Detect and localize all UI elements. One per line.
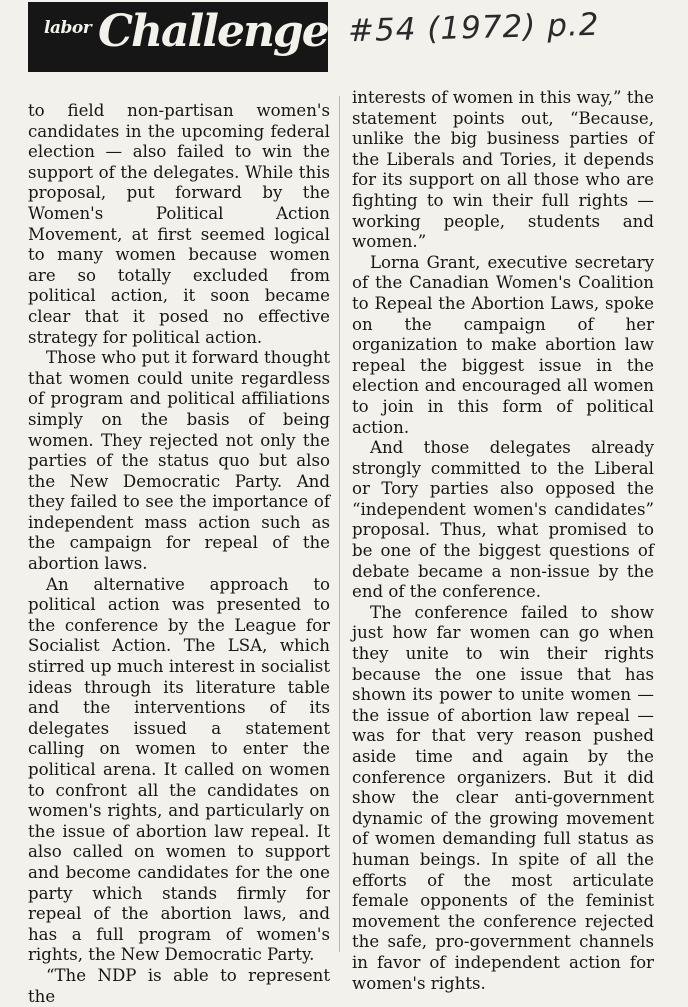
paragraph: The conference failed to show just how far women can go when they unite to win their rights because the one issue that has shown its power to unite women — the issue of abortion law repeal — was for that very reason pushed aside time and again by the conference organizers. But it did show the clear anti-government dynamic of the growing movement of women demanding full status as human beings. In spite of all the efforts of the most articulate female opponents of the feminist movement the conference rejected the safe, pro-government channels in favor of independent action for women's rights. <box>352 602 654 993</box>
masthead-small-text: labor <box>44 18 92 38</box>
paragraph: Lorna Grant, executive secretary of the Canadian Women's Coalition to Repeal the Abortion Laws, spoke on the campaign of her organization to make abortion law repeal the biggest issue in the election and encouraged all women to join in this form of political action. <box>352 252 654 437</box>
paragraph: “The NDP is able to represent the <box>28 965 330 1006</box>
paragraph: And those delegates already strongly committed to the Liberal or Tory parties also opposed the “independent women's candidates” proposal. Thus, what promised to be one of the biggest questions of debate became a non-issue by the end of the conference. <box>352 438 654 602</box>
article-column-left <box>28 101 330 1007</box>
handwritten-annotation: #54 (1972) p.2 <box>347 6 600 50</box>
paragraph: Those who put it forward thought that women could unite regardless of program and political affiliations simply on the basis of being women. They rejected not only the parties of the status quo but also the New Democratic Party. And they failed to see the importance of independent mass action such as the campaign for repeal of the abortion laws. <box>28 348 331 574</box>
paragraph: interests of women in this way,” the statement points out, “Because, unlike the big business parties of the Liberals and Tories, it depends for its support on all those who are fighting to win their full rights — working people, students and women.” <box>352 88 654 252</box>
article-column-right <box>352 88 654 994</box>
column-divider <box>339 96 340 952</box>
paragraph: An alternative approach to political action was presented to the conference by the League for Socialist Action. The LSA, which stirred up much interest in socialist ideas through its literature table and the interventions of its delegates issued a statement calling on women to enter the political arena. It called on women to confront all the candidates on women's rights, and particularly on the issue of abortion law repeal. It also called on women to support and become candidates for the one party which stands firmly for repeal of the abortion laws, and has a full program of women's rights, the New Democratic Party. <box>28 574 330 965</box>
masthead-logo <box>28 2 328 72</box>
paragraph: to field non-partisan women's candidates in the upcoming federal election — also failed to win the support of the delegates. While this proposal, put forward by the Women's Political Action Movement, at first seemed logical to many women because women are so totally excluded from political action, it soon became clear that it posed no effective strategy for political action. <box>28 101 330 347</box>
masthead-big-text: Challenge <box>98 6 328 57</box>
